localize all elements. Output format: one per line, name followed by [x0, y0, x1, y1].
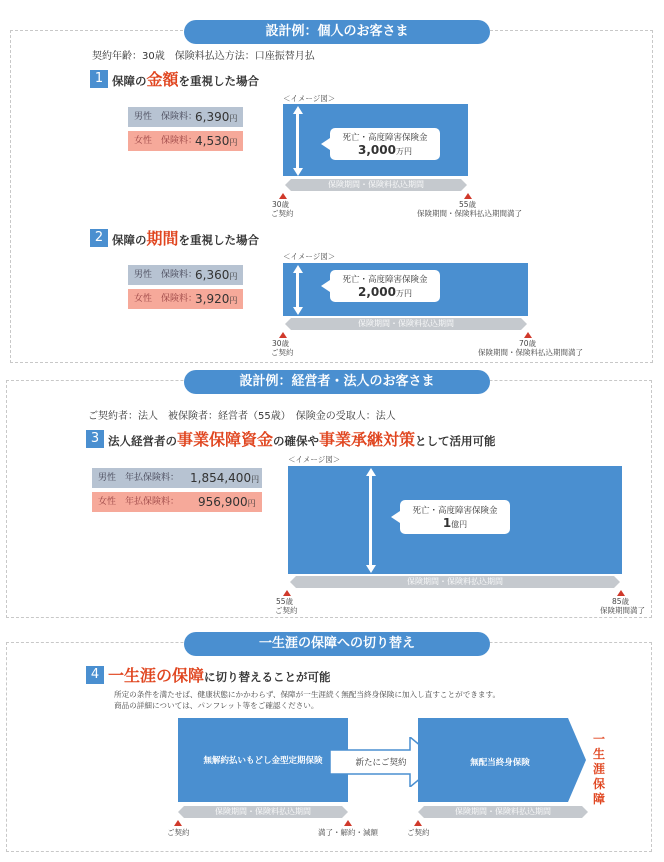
marker-end-1: [464, 193, 472, 199]
case-heading-4: 一生涯の保障に切り替えることが可能: [108, 666, 331, 685]
right-product-name: 無配当終身保険: [470, 758, 530, 768]
height-line-3: [369, 475, 372, 567]
period-bar-1: 保険期間・保険料払込期間: [291, 179, 461, 191]
image-label-3: ＜イメージ図＞: [288, 455, 341, 464]
end-age-1: 55歳: [459, 200, 477, 209]
marker-end-2: [524, 332, 532, 338]
end-age-3: 85歳: [612, 597, 630, 606]
arrow-down-icon: [366, 565, 376, 573]
height-line-1: [296, 113, 299, 169]
case-heading-3: 法人経営者の事業保障資金の確保や事業承継対策として活用可能: [108, 430, 496, 449]
end-note-2: 保険期間・保険料払込期間満了: [478, 348, 583, 357]
marker-right-start: [414, 820, 422, 826]
male-premium-1: 男性 保険料： 6,390円: [128, 107, 243, 127]
left-start-note: ご契約: [167, 828, 190, 837]
benefit-callout-1: 死亡・高度障害保険金 3,000万円: [330, 128, 440, 160]
marker-end-3: [617, 590, 625, 596]
marker-start-1: [279, 193, 287, 199]
section-title-individual: 設計例：個人のお客さま: [184, 20, 490, 44]
marker-start-3: [283, 590, 291, 596]
end-note-3: 保険期間満了: [600, 606, 645, 615]
period-bar-right: 保険期間・保険料払込期間: [424, 806, 582, 818]
case-heading-2-emphasis: 期間: [146, 229, 179, 248]
benefit-callout-3: 死亡・高度障害保険金 1億円: [400, 500, 510, 534]
case-heading-2: 保障の期間を重視した場合: [112, 229, 260, 248]
image-label-1: ＜イメージ図＞: [283, 94, 336, 103]
switch-note-1: 所定の条件を満たせば、健康状態にかかわらず、保障が一生涯続く無配当終身保険に加入し直すことができます。: [114, 690, 501, 699]
section-title-corporate: 設計例：経営者・法人のお客さま: [184, 370, 490, 394]
start-age-2: 30歳: [272, 339, 290, 348]
period-bar-2: 保険期間・保険料払込期間: [291, 318, 521, 330]
end-note-1: 保険期間・保険料払込期間満了: [417, 209, 522, 218]
left-end-note: 満了・解約・減額: [318, 828, 378, 837]
marker-start-2: [279, 332, 287, 338]
female-premium-3: 女性 年払保険料： 956,900円: [92, 492, 262, 512]
case-number-4: 4: [86, 666, 104, 684]
start-age-1: 30歳: [272, 200, 290, 209]
case-number-1: 1: [90, 70, 108, 88]
right-start-note: ご契約: [407, 828, 430, 837]
lifetime-coverage-label: 一生涯保障: [593, 732, 606, 806]
image-label-2: ＜イメージ図＞: [283, 252, 336, 261]
case-heading-1-emphasis: 金額: [146, 70, 179, 89]
case-heading-1: 保障の金額を重視した場合: [112, 70, 260, 89]
marker-left-start: [174, 820, 182, 826]
conditions-corporate: ご契約者：法人 被保険者：経営者（55歳） 保険金の受取人：法人: [88, 411, 396, 422]
case-number-2: 2: [90, 229, 108, 247]
arrow-down-icon: [293, 168, 303, 176]
switch-note-2: 商品の詳細については、パンフレット等をご確認ください。: [114, 701, 319, 710]
start-note-1: ご契約: [271, 209, 294, 218]
switch-label: 新たにご契約: [355, 758, 407, 768]
end-age-2: 70歳: [519, 339, 537, 348]
case-heading-3-emphasis-a: 事業保障資金: [177, 430, 274, 449]
case-heading-4-emphasis: 一生涯の保障: [108, 666, 205, 685]
male-premium-3: 男性 年払保険料： 1,854,400円: [92, 468, 262, 488]
arrow-down-icon: [293, 307, 303, 315]
female-premium-1: 女性 保険料： 4,530円: [128, 131, 243, 151]
case-heading-3-emphasis-b: 事業承継対策: [319, 430, 416, 449]
marker-left-end: [344, 820, 352, 826]
female-premium-2: 女性 保険料： 3,920円: [128, 289, 243, 309]
section-title-switch: 一生涯の保障への切り替え: [184, 632, 490, 656]
left-product-name: 無解約払いもどし金型定期保険: [203, 756, 323, 766]
start-age-3: 55歳: [276, 597, 294, 606]
period-bar-left: 保険期間・保険料払込期間: [184, 806, 342, 818]
period-bar-3: 保険期間・保険料払込期間: [296, 576, 614, 588]
male-premium-2: 男性 保険料： 6,360円: [128, 265, 243, 285]
conditions-individual: 契約年齢：30歳 保険料払込方法：口座振替月払: [92, 51, 315, 62]
height-line-2: [296, 272, 299, 309]
benefit-callout-2: 死亡・高度障害保険金 2,000万円: [330, 270, 440, 302]
case-number-3: 3: [86, 430, 104, 448]
start-note-2: ご契約: [271, 348, 294, 357]
start-note-3: ご契約: [275, 606, 298, 615]
